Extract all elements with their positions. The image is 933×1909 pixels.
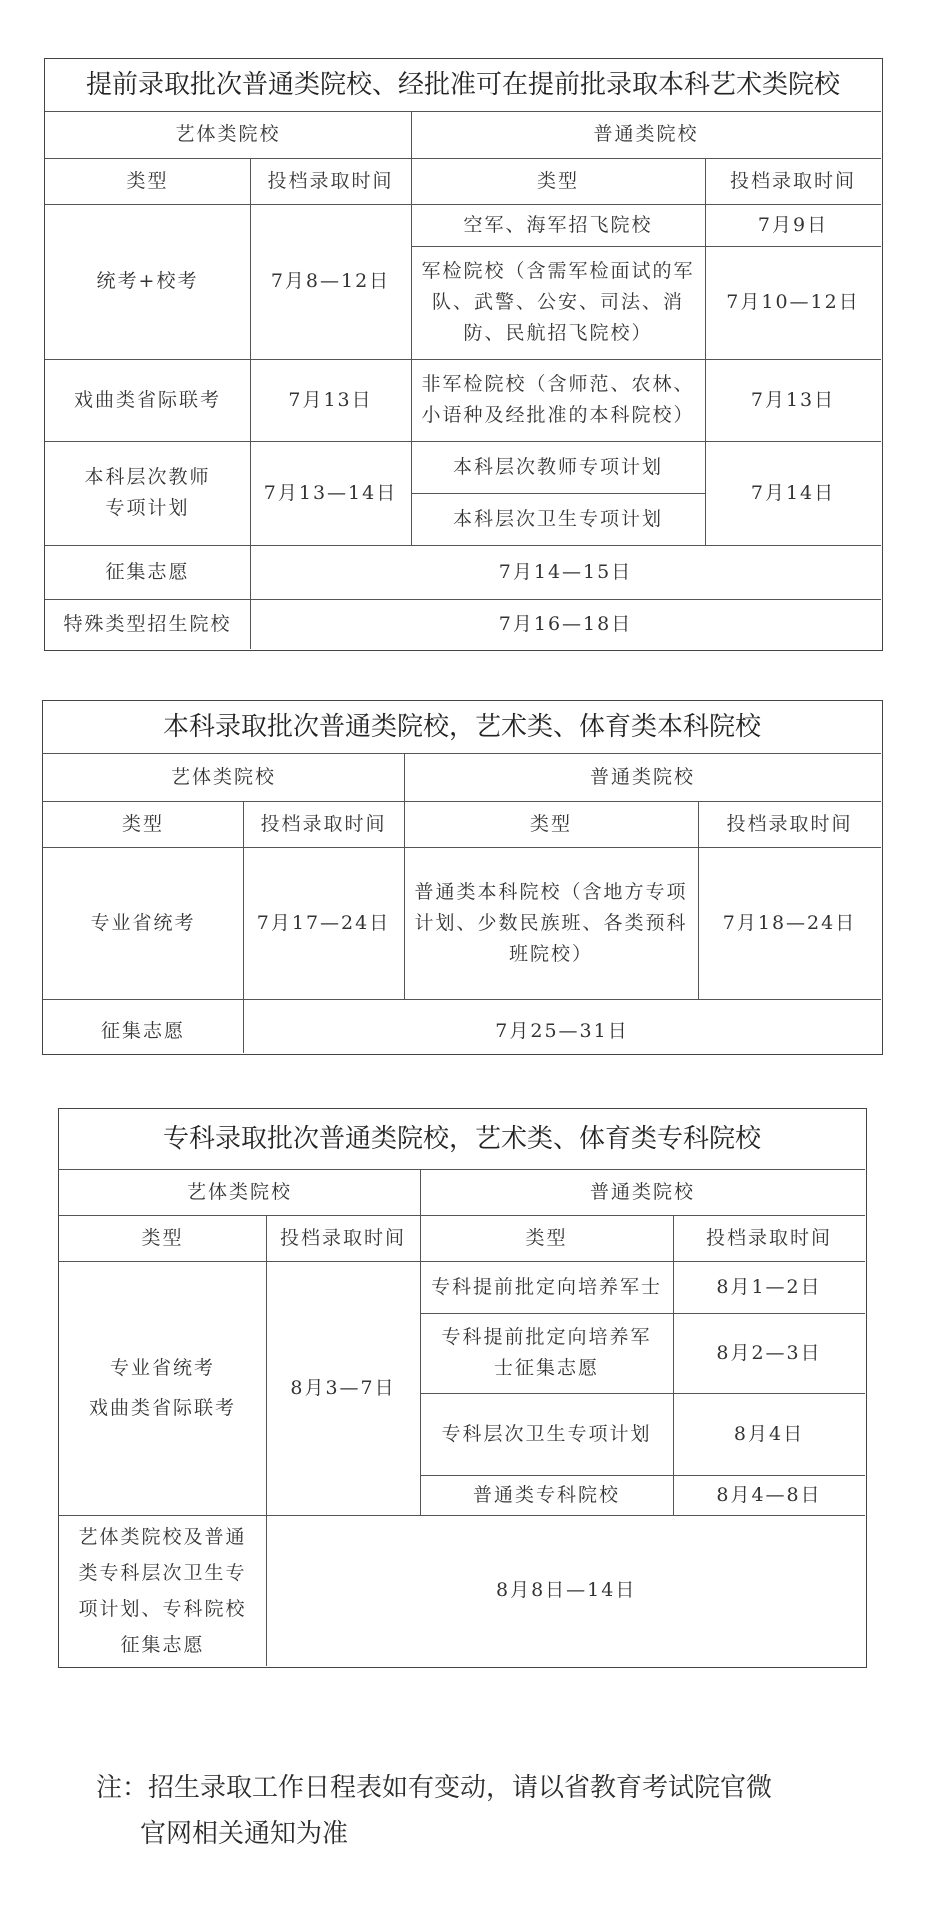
table1-right-row-1-type: 空军、海军招飞院校 xyxy=(463,213,653,236)
table3-right-row-4-time: 8月4—8日 xyxy=(716,1483,822,1506)
table-early-admission xyxy=(44,58,883,651)
table1-title: 提前录取批次普通类院校、经批准可在提前批录取本科艺术类院校 xyxy=(85,69,840,100)
table2-right-row-type: 普通类本科院校（含地方专项计划、少数民族班、各类预科班院校） xyxy=(414,880,688,965)
table1-right-row-5-type: 本科层次卫生专项计划 xyxy=(452,507,663,530)
table1-right-group: 普通类院校 xyxy=(593,123,699,145)
table1-left-row-2-type: 戏曲类省际联考 xyxy=(73,388,221,411)
table-junior-college-admission xyxy=(58,1108,867,1668)
table1-right-row-2-type: 军检院校（含需军检面试的军队、武警、公安、司法、消防、民航招飞院校） xyxy=(421,260,695,344)
table1-left-row-3-time: 7月13—14日 xyxy=(263,481,398,504)
table3-left-col-type: 类型 xyxy=(141,1226,184,1249)
table1-left-group: 艺体类院校 xyxy=(175,123,281,145)
table3-right-group: 普通类院校 xyxy=(589,1180,695,1203)
table1-right-col-time: 投档录取时间 xyxy=(729,169,856,192)
table2-bottom-row-time: 7月25—31日 xyxy=(495,1019,629,1042)
table1-right-col-type: 类型 xyxy=(536,169,579,192)
table1-bottom-row-2-time: 7月16—18日 xyxy=(498,612,633,635)
table3-left-group: 艺体类院校 xyxy=(186,1180,292,1203)
table3-right-row-1-time: 8月1—2日 xyxy=(716,1275,822,1298)
table2-left-row-type: 专业省统考 xyxy=(90,911,196,934)
table1-left-row-1-time: 7月8—12日 xyxy=(270,270,391,292)
table2-left-row-time: 7月17—24日 xyxy=(256,911,391,934)
table1-left-col-type: 类型 xyxy=(126,169,169,192)
table3-title: 专科录取批次普通类院校，艺术类、体育类专科院校 xyxy=(162,1123,761,1154)
table2-left-col-type: 类型 xyxy=(121,812,164,835)
table1-right-row-2-time: 7月10—12日 xyxy=(726,291,860,313)
table3-left-row-time: 8月3—7日 xyxy=(290,1376,396,1399)
table1-bottom-row-2-type: 特殊类型招生院校 xyxy=(63,612,232,635)
table3-right-row-3-time: 8月4日 xyxy=(733,1422,805,1445)
table3-right-row-1-type: 专科提前批定向培养军士 xyxy=(430,1275,662,1298)
table3-bottom-row-type: 艺体类院校及普通类专科层次卫生专项计划、专科院校征集志愿 xyxy=(78,1525,247,1656)
table3-right-row-3-type: 专科层次卫生专项计划 xyxy=(441,1422,652,1445)
table1-left-row-1-type: 统考+校考 xyxy=(96,270,199,292)
table3-left-row-type-line1: 专业省统考 xyxy=(109,1357,215,1379)
schedule-note xyxy=(96,1765,896,1857)
table2-right-group: 普通类院校 xyxy=(589,765,695,788)
table2-right-row-time: 7月18—24日 xyxy=(722,911,857,934)
table3-right-row-2-time: 8月2—3日 xyxy=(716,1341,822,1364)
table3-left-col-time: 投档录取时间 xyxy=(279,1226,406,1249)
table3-left-row-type-line2: 戏曲类省际联考 xyxy=(88,1397,236,1419)
table1-right-row-3-time: 7月13日 xyxy=(750,388,836,411)
table2-title: 本科录取批次普通类院校，艺术类、体育类本科院校 xyxy=(162,711,761,742)
table1-left-col-time: 投档录取时间 xyxy=(267,169,394,192)
table1-right-row-1-time: 7月9日 xyxy=(757,213,829,236)
table1-bottom-row-1-type: 征集志愿 xyxy=(105,560,190,583)
table3-right-row-2-type: 专科提前批定向培养军士征集志愿 xyxy=(441,1326,652,1379)
table2-left-group: 艺体类院校 xyxy=(170,765,276,788)
note-line-1: 注：招生录取工作日程表如有变动，请以省教育考试院官微 xyxy=(96,1773,773,1803)
table3-right-row-4-type: 普通类专科院校 xyxy=(472,1483,620,1506)
table1-left-row-2-time: 7月13日 xyxy=(288,388,373,411)
table3-right-col-type: 类型 xyxy=(525,1226,568,1249)
note-line-2: 官网相关通知为准 xyxy=(140,1819,349,1849)
table3-left-row-type xyxy=(59,1261,266,1515)
table2-bottom-row-type: 征集志愿 xyxy=(100,1019,185,1042)
table3-right-col-time: 投档录取时间 xyxy=(705,1226,832,1249)
table-undergraduate-admission xyxy=(42,700,883,1055)
table1-right-row-45-time: 7月14日 xyxy=(750,481,836,504)
table1-right-row-4-type: 本科层次教师专项计划 xyxy=(452,455,663,478)
table1-right-row-3-type: 非军检院校（含师范、农林、小语种及经批准的本科院校） xyxy=(421,373,695,426)
table2-right-col-time: 投档录取时间 xyxy=(726,812,853,835)
table3-bottom-row-time: 8月8日—14日 xyxy=(496,1579,637,1601)
table2-left-col-time: 投档录取时间 xyxy=(260,812,387,835)
table2-right-col-type: 类型 xyxy=(529,812,572,835)
table1-left-row-3-type: 本科层次教师专项计划 xyxy=(84,466,211,519)
table1-bottom-row-1-time: 7月14—15日 xyxy=(498,560,633,583)
